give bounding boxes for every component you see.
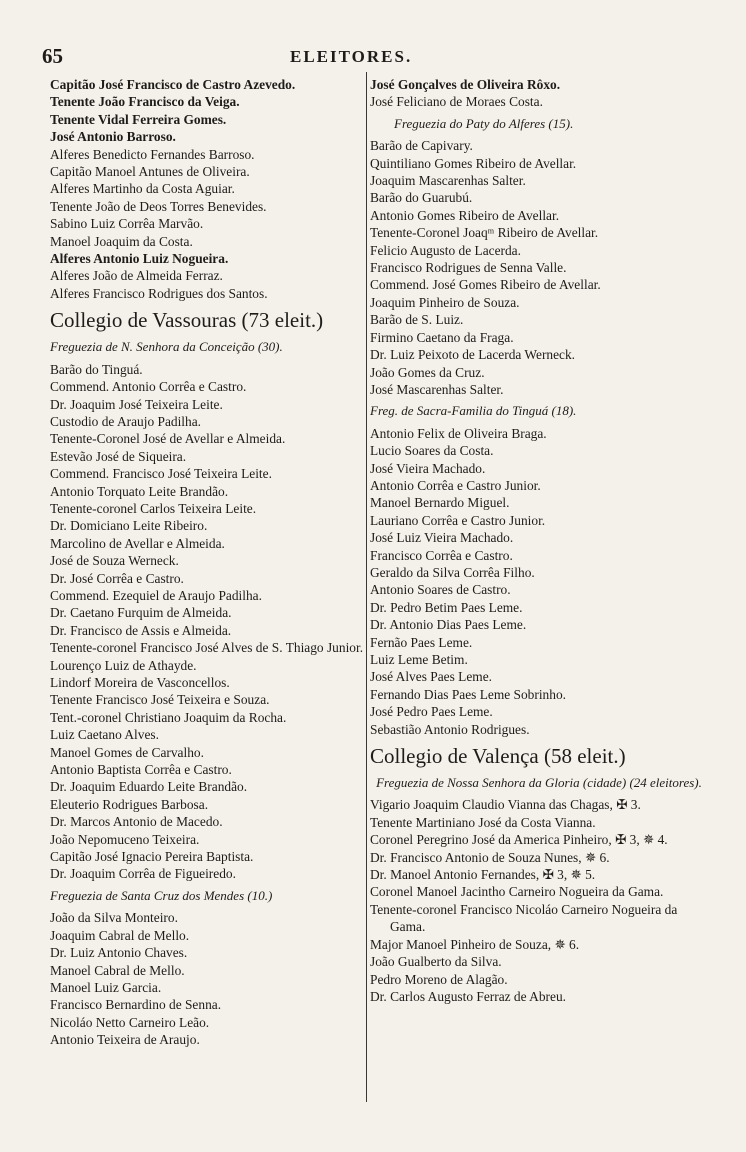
page-number: 65 <box>42 44 63 68</box>
list-item: Joaquim Mascarenhas Salter. <box>370 173 526 189</box>
list-item: Commend. Antonio Corrêa e Castro. <box>50 379 247 395</box>
list-item: Capitão Manoel Antunes de Oliveira. <box>50 164 250 180</box>
list-item: Vigario Joaquim Claudio Vianna das Chagas, ✠ 3. <box>370 797 641 813</box>
list-item: Major Manoel Pinheiro de Souza, ✵ 6. <box>370 936 580 952</box>
list-item: Tenente-coronel Francisco Nicoláo Carneiro Nogueira da Gama. <box>370 901 678 935</box>
list-item: Fernando Dias Paes Leme Sobrinho. <box>370 686 566 702</box>
list-item: Antonio Corrêa e Castro Junior. <box>370 477 541 493</box>
parish-electors-list-continued <box>370 76 708 111</box>
list-item: Francisco Rodrigues de Senna Valle. <box>370 260 567 276</box>
parish-title: Freguezia do Paty do Alferes (15). <box>394 115 574 131</box>
list-item: Dr. Joaquim Eduardo Leite Brandão. <box>50 779 248 795</box>
list-item: Tenente Vidal Ferreira Gomes. <box>50 111 227 127</box>
list-item: Dr. Joaquim Corrêa de Figueiredo. <box>50 866 236 882</box>
list-item: Custodio de Araujo Padilha. <box>50 413 202 429</box>
running-title: ELEITORES. <box>290 47 413 66</box>
list-item: Barão do Tinguá. <box>50 361 143 377</box>
list-item: Lauriano Corrêa e Castro Junior. <box>370 512 546 528</box>
list-item: José Alves Paes Leme. <box>370 669 492 685</box>
list-item: Manoel Gomes de Carvalho. <box>50 744 204 760</box>
list-item: Dr. Francisco Antonio de Souza Nunes, ✵ 6. <box>370 849 610 865</box>
list-item: Alferes Martinho da Costa Aguiar. <box>50 181 235 197</box>
list-item: Sabino Luiz Corrêa Marvão. <box>50 216 204 232</box>
parish-title: Freg. de Sacra-Familia do Tinguá (18). <box>370 403 577 419</box>
list-item: Dr. José Corrêa e Castro. <box>50 570 184 586</box>
parish-title: Freguezia de Santa Cruz dos Mendes (10.) <box>50 887 273 903</box>
list-item: José Antonio Barroso. <box>50 129 176 145</box>
parish-electors-list <box>50 909 366 1048</box>
list-item: Tenente Francisco José Teixeira e Souza. <box>50 692 270 708</box>
list-item: Lindorf Moreira de Vasconcellos. <box>50 675 230 690</box>
parish-electors-list <box>370 425 708 738</box>
list-item: José de Souza Werneck. <box>50 553 179 569</box>
right-column <box>370 76 708 1005</box>
column-divider <box>366 72 367 1102</box>
list-item: Tenente-coronel Carlos Teixeira Leite. <box>50 500 257 516</box>
list-item: Coronel Peregrino José da America Pinheiro, ✠ 3, ✵ 4. <box>370 832 668 848</box>
list-item: Francisco Bernardino de Senna. <box>50 997 222 1013</box>
electors-list-continued <box>50 76 366 302</box>
list-item: Tenente João de Deos Torres Benevides. <box>50 198 267 214</box>
list-item: José Pedro Paes Leme. <box>370 704 493 720</box>
list-item: Dr. Francisco de Assis e Almeida. <box>50 622 232 638</box>
list-item: Alferes Antonio Luiz Nogueira. <box>50 251 229 267</box>
list-item: João Nepomuceno Teixeira. <box>50 831 200 847</box>
list-item: José Gonçalves de Oliveira Rôxo. <box>370 77 561 92</box>
list-item: Eleuterio Rodrigues Barbosa. <box>50 796 209 812</box>
list-item: Manoel Cabral de Mello. <box>50 962 185 978</box>
list-item: João Gualberto da Silva. <box>370 954 502 970</box>
list-item: Barão de Capivary. <box>370 138 473 154</box>
list-item: Luiz Caetano Alves. <box>50 727 159 743</box>
list-item: Dr. Manoel Antonio Fernandes, ✠ 3, ✵ 5. <box>370 867 596 883</box>
list-item: Francisco Corrêa e Castro. <box>370 547 513 563</box>
list-item: João da Silva Monteiro. <box>50 910 178 926</box>
list-item: Capitão José Francisco de Castro Azevedo. <box>50 77 296 92</box>
list-item: Dr. Pedro Betim Paes Leme. <box>370 599 523 615</box>
list-item: Felicio Augusto de Lacerda. <box>370 242 521 258</box>
list-item: Firmino Caetano da Fraga. <box>370 329 514 345</box>
parish-electors-list <box>370 796 708 1005</box>
list-item: Commend. Francisco José Teixeira Leite. <box>50 466 272 482</box>
list-item: Pedro Moreno de Alagão. <box>370 971 508 987</box>
list-item: Tent.-coronel Christiano Joaquim da Rocha. <box>50 709 287 725</box>
list-item: José Mascarenhas Salter. <box>370 381 504 397</box>
list-item: Coronel Manoel Jacintho Carneiro Nogueira da Gama. <box>370 884 664 900</box>
list-item: Lourenço Luiz de Athayde. <box>50 657 197 673</box>
list-item: Geraldo da Silva Corrêa Filho. <box>370 564 535 580</box>
list-item: Sebastião Antonio Rodrigues. <box>370 721 530 737</box>
list-item: Dr. Joaquim José Teixeira Leite. <box>50 396 223 412</box>
list-item: Marcolino de Avellar e Almeida. <box>50 535 225 551</box>
list-item: Nicoláo Netto Carneiro Leão. <box>50 1014 210 1030</box>
list-item: Estevão José de Siqueira. <box>50 448 187 464</box>
list-item: Dr. Luiz Peixoto de Lacerda Werneck. <box>370 347 576 363</box>
list-item: Dr. Domiciano Leite Ribeiro. <box>50 518 208 534</box>
left-column <box>50 76 366 1049</box>
list-item: Antonio Soares de Castro. <box>370 582 511 598</box>
list-item: Fernão Paes Leme. <box>370 634 473 650</box>
list-item: Dr. Marcos Antonio de Macedo. <box>50 814 223 830</box>
list-item: Alferes Benedicto Fernandes Barroso. <box>50 146 255 162</box>
list-item: Manoel Joaquim da Costa. <box>50 233 193 249</box>
list-item: Tenente-Coronel Joaqᵐ Ribeiro de Avellar. <box>370 225 599 241</box>
list-item: João Gomes da Cruz. <box>370 364 485 380</box>
parish-electors-list <box>50 361 366 883</box>
list-item: Commend. José Gomes Ribeiro de Avellar. <box>370 277 601 293</box>
list-item: Joaquim Pinheiro de Souza. <box>370 294 520 310</box>
list-item: Alferes João de Almeida Ferraz. <box>50 268 223 284</box>
list-item: Joaquim Cabral de Mello. <box>50 927 190 943</box>
list-item: Alferes Francisco Rodrigues dos Santos. <box>50 285 268 301</box>
list-item: Manoel Bernardo Miguel. <box>370 495 510 511</box>
list-item: José Vieira Machado. <box>370 460 486 476</box>
parish-title: Freguezia de N. Senhora da Conceição (30). <box>50 339 283 355</box>
list-item: Dr. Carlos Augusto Ferraz de Abreu. <box>370 988 566 1004</box>
list-item: Capitão José Ignacio Pereira Baptista. <box>50 849 254 865</box>
list-item: Tenente João Francisco da Veiga. <box>50 94 240 110</box>
list-item: José Feliciano de Moraes Costa. <box>370 94 543 110</box>
list-item: Tenente-coronel Francisco José Alves de S. Thiago Junior. <box>50 640 364 656</box>
list-item: Dr. Antonio Dias Paes Leme. <box>370 617 527 633</box>
list-item: Tenente-Coronel José de Avellar e Almeida. <box>50 431 286 447</box>
parish-electors-list <box>370 137 708 398</box>
college-title-valenca: Collegio de Valença (58 eleit.) <box>370 744 626 769</box>
parish-title: Freguezia de Nossa Senhora da Gloria (cidade) (24 eleitores). <box>376 775 702 791</box>
list-item: Manoel Luiz Garcia. <box>50 979 162 995</box>
list-item: Dr. Caetano Furquim de Almeida. <box>50 605 232 621</box>
list-item: Dr. Luiz Antonio Chaves. <box>50 945 188 961</box>
college-title-vassouras: Collegio de Vassouras (73 eleit.) <box>50 308 324 333</box>
list-item: Antonio Teixeira de Araujo. <box>50 1032 200 1048</box>
list-item: Commend. Ezequiel de Araujo Padilha. <box>50 587 262 603</box>
list-item: Lucio Soares da Costa. <box>370 443 494 459</box>
list-item: Barão de S. Luiz. <box>370 312 464 328</box>
list-item: Tenente Martiniano José da Costa Vianna. <box>370 814 596 830</box>
list-item: José Luiz Vieira Machado. <box>370 530 514 546</box>
list-item: Barão do Guarubú. <box>370 190 473 206</box>
list-item: Antonio Baptista Corrêa e Castro. <box>50 762 232 778</box>
list-item: Antonio Felix de Oliveira Braga. <box>370 425 547 441</box>
list-item: Antonio Gomes Ribeiro de Avellar. <box>370 207 560 223</box>
list-item: Luiz Leme Betim. <box>370 652 468 667</box>
list-item: Quintiliano Gomes Ribeiro de Avellar. <box>370 155 577 171</box>
list-item: Antonio Torquato Leite Brandão. <box>50 483 229 499</box>
